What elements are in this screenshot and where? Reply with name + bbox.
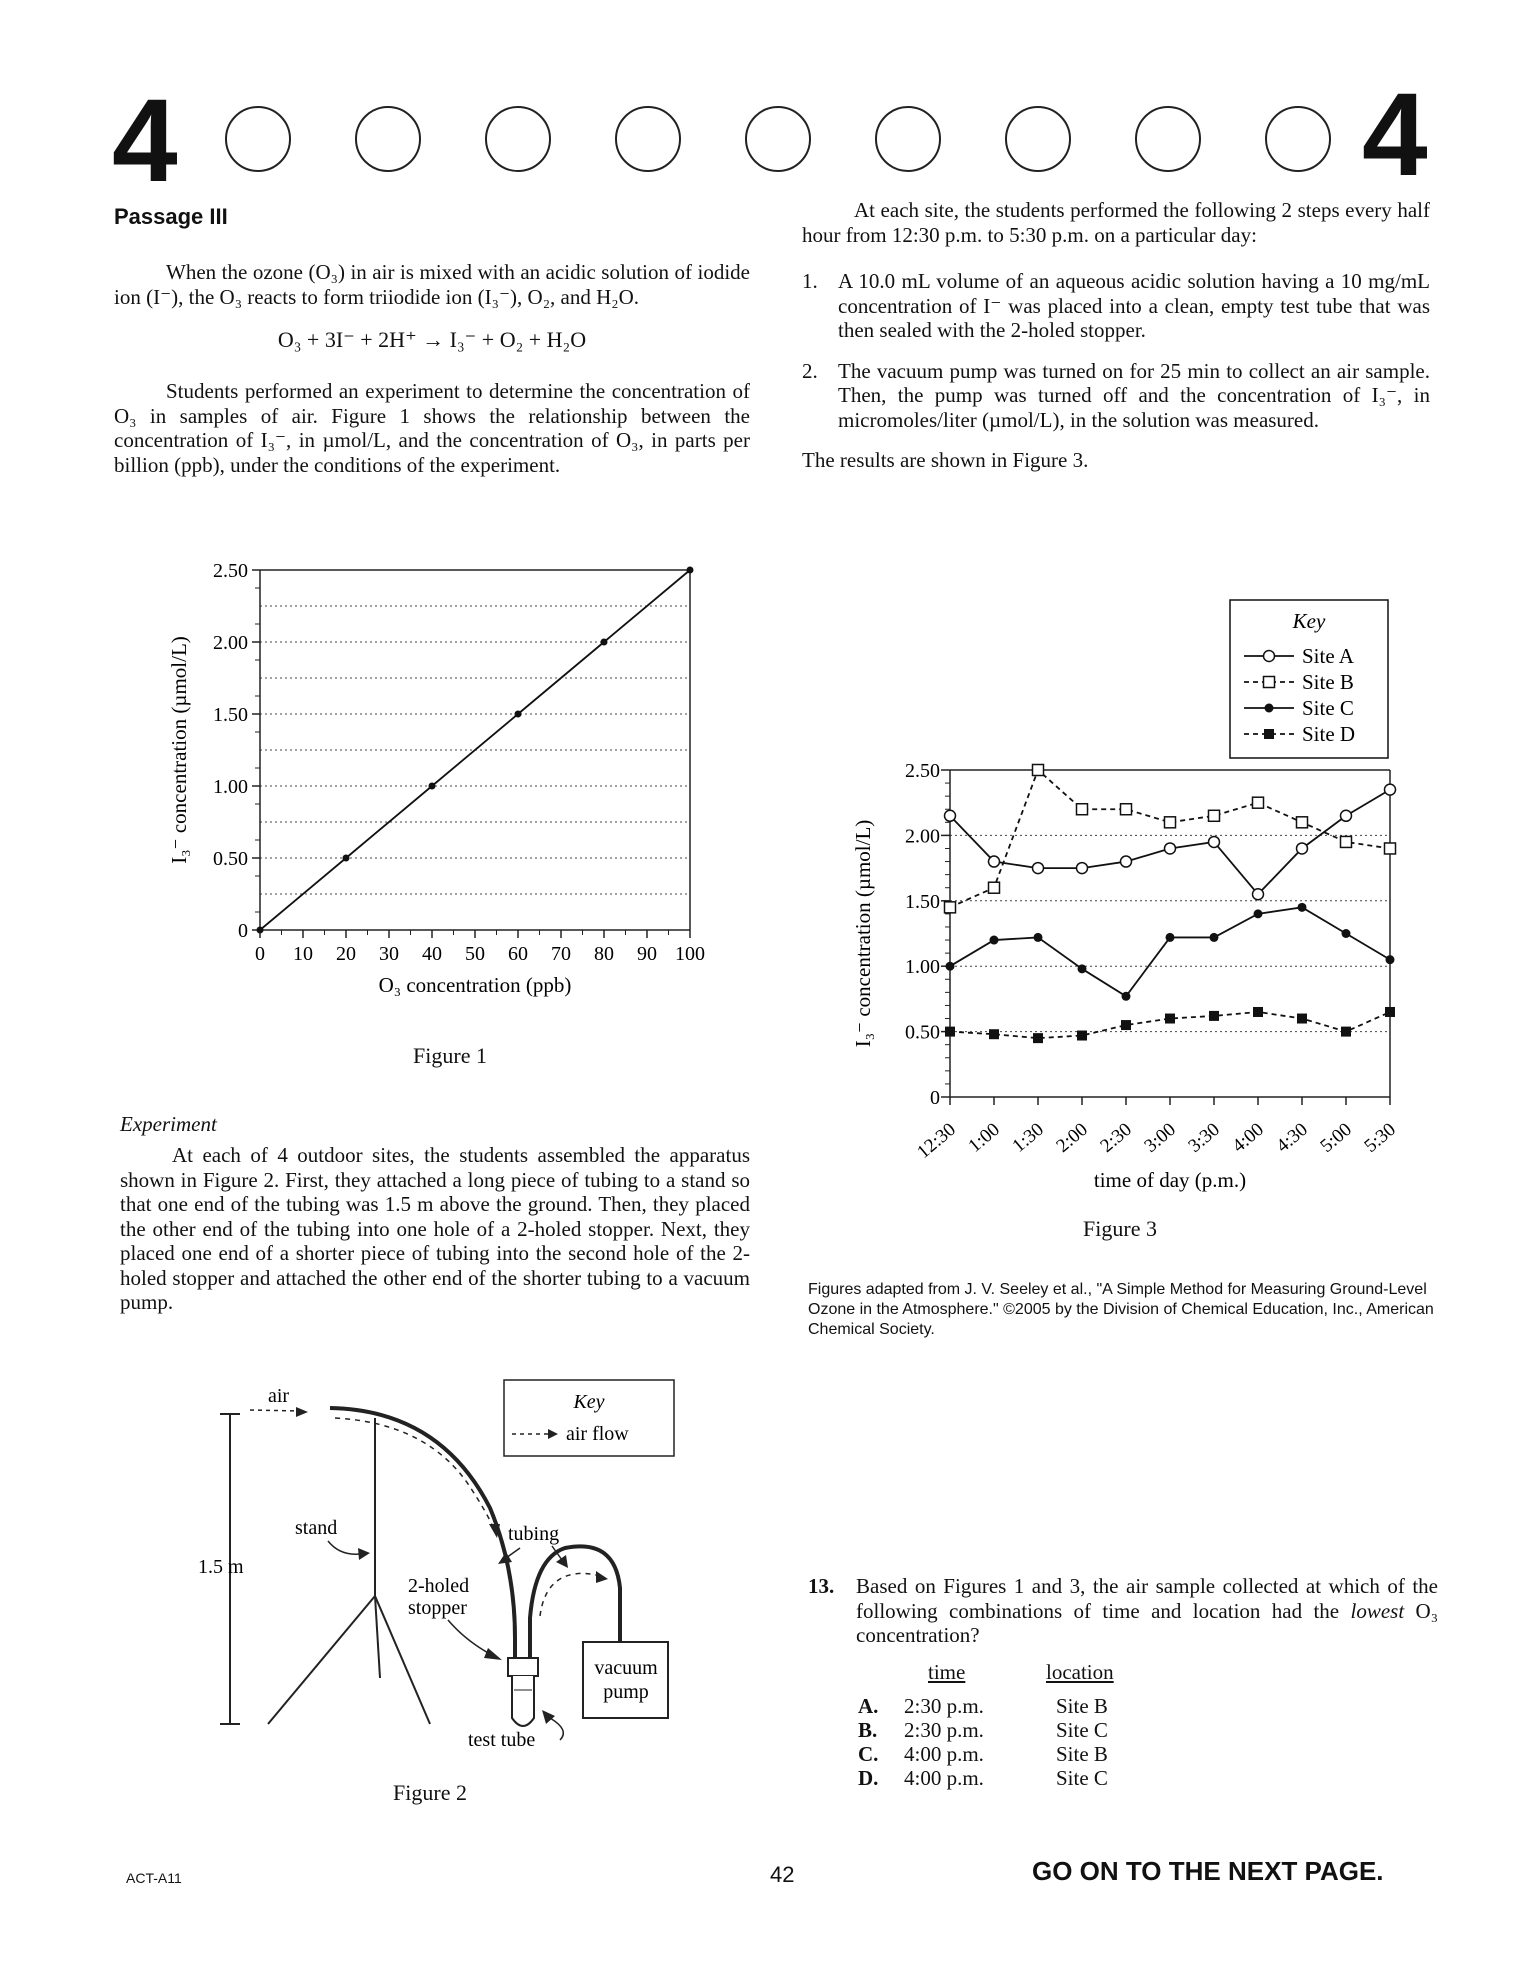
figure3-caption: Figure 3 xyxy=(1083,1216,1157,1241)
fig3-point xyxy=(1121,856,1132,867)
fig3-point xyxy=(1165,1014,1175,1024)
fig3-series-site-b xyxy=(945,765,1396,913)
reaction-equation: O₃ + 3I⁻ + 2H⁺ → I₃⁻ + O₂ + H₂O xyxy=(277,327,587,352)
fig1-y-tick-label: 1.00 xyxy=(213,776,248,798)
fig3-x-tick-label: 3:30 xyxy=(1184,1119,1224,1157)
option-letter: A. xyxy=(858,1693,879,1718)
fig3-point xyxy=(1385,843,1396,854)
option-time: 4:00 p.m. xyxy=(904,1765,984,1790)
fig3-point xyxy=(945,1027,955,1037)
figure2-caption: Figure 2 xyxy=(393,1780,467,1805)
fig3-point xyxy=(1077,804,1088,815)
fig3-y-tick-label: 0.50 xyxy=(905,1021,940,1044)
fig2-key-item: air flow xyxy=(566,1423,629,1445)
fig3-point xyxy=(1210,933,1219,942)
stand-label: stand xyxy=(295,1517,338,1539)
test-tube-label: test tube xyxy=(468,1729,536,1751)
fig1-point xyxy=(343,855,350,862)
tubing-label: tubing xyxy=(508,1523,560,1545)
fig3-x-label: time of day (p.m.) xyxy=(1093,1168,1247,1192)
fig3-point xyxy=(1077,863,1088,874)
fig3-point xyxy=(1341,810,1352,821)
fig3-key-label: Site B xyxy=(1302,670,1354,694)
fig3-point xyxy=(989,1029,999,1039)
form-code: ACT-A11 xyxy=(126,1870,182,1886)
fig1-y-tick-label: 1.50 xyxy=(213,704,248,726)
fig1-x-tick-label: 70 xyxy=(551,943,571,965)
experiment-heading: Experiment xyxy=(120,1112,217,1136)
fig3-point xyxy=(945,902,956,913)
column-location: location xyxy=(1046,1659,1114,1684)
option-time: 2:30 p.m. xyxy=(904,1693,984,1718)
fig1-x-tick-label: 50 xyxy=(465,943,485,965)
fig1-x-label: O₃ concentration (ppb) xyxy=(378,973,572,997)
fig3-x-tick-label: 5:00 xyxy=(1316,1119,1356,1157)
fig1-y-tick-label: 2.00 xyxy=(213,632,248,654)
fig3-x-tick-label: 3:00 xyxy=(1140,1119,1180,1157)
option-location: Site B xyxy=(1056,1693,1108,1718)
option-letter: C. xyxy=(858,1741,879,1766)
fig3-point xyxy=(1297,843,1308,854)
fig3-point xyxy=(989,882,1000,893)
fig1-x-tick-label: 30 xyxy=(379,943,399,965)
fig3-series-site-d xyxy=(945,1007,1395,1043)
fig3-y-tick-label: 1.00 xyxy=(905,956,940,979)
experiment-text: At each of 4 outdoor sites, the students assembled the apparatus shown in Figure 2. First, they attached a long piece of tubing to a stand so that one end of the tubing was 1.5 m above the ground. Then, they placed the other end of the tubing into one hole of a 2-holed stopper. Next, they placed one end of a shorter piece of tubing into the second hole of the 2-holed stopper and attached the other end of the shorter tubing to a vacuum pump. xyxy=(120,1143,750,1314)
answer-bubble xyxy=(615,106,681,172)
fig3-y-tick-label: 1.50 xyxy=(905,890,940,913)
height-label: 1.5 m xyxy=(198,1556,244,1578)
option-time: 2:30 p.m. xyxy=(904,1717,984,1742)
fig3-point xyxy=(1034,933,1043,942)
answer-bubble xyxy=(745,106,811,172)
fig3-series-line xyxy=(950,770,1390,907)
fig3-point xyxy=(1121,804,1132,815)
fig1-x-tick-label: 100 xyxy=(675,943,705,965)
fig3-key-label: Site C xyxy=(1302,696,1354,720)
answer-bubble xyxy=(225,106,291,172)
fig3-point xyxy=(1386,955,1395,964)
fig1-point xyxy=(687,567,694,574)
fig3-point xyxy=(1033,1033,1043,1043)
question-stem: Based on Figures 1 and 3, the air sample collected at which of the following combinations of time and location had the lowest O₃ concentration? xyxy=(856,1574,1439,1647)
fig3-x-tick-label: 1:30 xyxy=(1008,1119,1048,1157)
fig1-x-tick-label: 0 xyxy=(255,943,265,965)
fig1-point xyxy=(257,927,264,934)
procedure-steps xyxy=(802,269,1430,432)
option-letter: B. xyxy=(858,1717,878,1742)
fig3-point xyxy=(990,936,999,945)
fig3-key-marker xyxy=(1264,651,1275,662)
fig3-point xyxy=(945,810,956,821)
fig3-point xyxy=(1077,1031,1087,1041)
stopper-label-1: 2-holed xyxy=(408,1575,470,1597)
fig3-key-label: Site D xyxy=(1302,722,1356,746)
fig3-point xyxy=(1297,1014,1307,1024)
figure2-apparatus xyxy=(190,1378,690,1758)
fig3-key-marker xyxy=(1265,704,1274,713)
fig3-point xyxy=(1385,1007,1395,1017)
page-number-left: 4 xyxy=(112,75,178,207)
column-time: time xyxy=(928,1659,966,1684)
answer-bubble xyxy=(485,106,551,172)
go-on-next-page: GO ON TO THE NEXT PAGE. xyxy=(1032,1856,1384,1886)
fig3-key-label: Site A xyxy=(1302,644,1354,668)
fig3-point xyxy=(1165,817,1176,828)
option-time: 4:00 p.m. xyxy=(904,1741,984,1766)
fig3-point xyxy=(1253,889,1264,900)
option-letter: D. xyxy=(858,1765,879,1790)
fig3-x-tick-label: 5:30 xyxy=(1360,1119,1400,1157)
question-number: 13. xyxy=(808,1574,835,1598)
fig1-y-tick-label: 0.50 xyxy=(213,848,248,870)
fig3-point xyxy=(1341,836,1352,847)
procedure-intro: At each site, the students performed the following 2 steps every half hour from 12:30 p.m. to 5:30 p.m. on a particular day: xyxy=(802,198,1430,247)
fig3-point xyxy=(1298,903,1307,912)
fig3-point xyxy=(989,856,1000,867)
fig1-x-tick-label: 10 xyxy=(293,943,313,965)
fig3-x-tick-label: 1:00 xyxy=(964,1119,1004,1157)
fig3-point xyxy=(1341,1027,1351,1037)
fig3-point xyxy=(1209,810,1220,821)
option-location: Site B xyxy=(1056,1741,1108,1766)
fig3-x-tick-label: 2:30 xyxy=(1096,1119,1136,1157)
fig3-point xyxy=(1209,836,1220,847)
passage-intro: When the ozone (O₃) in air is mixed with an acidic solution of iodide ion (I⁻), the O₃ reacts to form triiodide ion (I₃⁻), O₂, and H₂O. xyxy=(114,260,750,309)
stopper-label-2: stopper xyxy=(408,1597,467,1619)
fig3-point xyxy=(1342,929,1351,938)
fig1-point xyxy=(515,711,522,718)
pump-label-1: vacuum xyxy=(594,1657,658,1679)
fig3-x-tick-label: 12:30 xyxy=(913,1119,960,1163)
fig2-key-title: Key xyxy=(573,1391,605,1413)
fig3-point xyxy=(1033,863,1044,874)
fig3-x-tick-label: 4:30 xyxy=(1272,1119,1312,1157)
answer-bubble xyxy=(1265,106,1331,172)
fig3-series-line xyxy=(950,790,1390,895)
fig3-series-site-c xyxy=(946,903,1395,1001)
fig3-point xyxy=(1166,933,1175,942)
pump-label-2: pump xyxy=(603,1681,649,1703)
fig3-point xyxy=(1297,817,1308,828)
fig3-point xyxy=(1033,765,1044,776)
figure1-chart xyxy=(150,555,720,1065)
fig1-x-tick-label: 60 xyxy=(508,943,528,965)
answer-bubble xyxy=(355,106,421,172)
fig3-point xyxy=(1385,784,1396,795)
fig1-point xyxy=(601,639,608,646)
step-2: 2. The vacuum pump was turned on for 25 min to collect an air sample. Then, the pump was turned off and the concentration of I₃⁻, in micromoles/liter (µmol/L), in the solution was measured. xyxy=(802,358,1430,432)
fig1-x-tick-label: 90 xyxy=(637,943,657,965)
fig3-point xyxy=(1165,843,1176,854)
fig3-point xyxy=(1078,964,1087,973)
fig3-y-tick-label: 0 xyxy=(930,1087,940,1109)
fig1-y-tick-label: 0 xyxy=(238,920,248,942)
fig3-series-line xyxy=(950,907,1390,996)
fig1-point xyxy=(429,783,436,790)
option-location: Site C xyxy=(1056,1717,1108,1742)
fig3-series-site-a xyxy=(945,784,1396,900)
option-location: Site C xyxy=(1056,1765,1108,1790)
answer-bubble xyxy=(1135,106,1201,172)
fig3-point xyxy=(946,962,955,971)
fig3-point xyxy=(1122,992,1131,1001)
fig3-key-title: Key xyxy=(1292,609,1326,633)
fig3-key-marker xyxy=(1264,729,1274,739)
figure3-chart xyxy=(830,595,1440,1195)
fig1-y-label: I₃⁻ concentration (µmol/L) xyxy=(167,636,191,864)
fig3-y-tick-label: 2.50 xyxy=(905,760,940,782)
fig1-x-tick-label: 40 xyxy=(422,943,442,965)
air-label: air xyxy=(268,1385,290,1407)
fig3-point xyxy=(1121,1020,1131,1030)
fig3-x-tick-label: 4:00 xyxy=(1228,1119,1268,1157)
answer-bubble xyxy=(875,106,941,172)
figure-credit: Figures adapted from J. V. Seeley et al., "A Simple Method for Measuring Ground-Level Ozone in the Atmosphere." ©2005 by the Division of Chemical Education, Inc., American Chemical Society. xyxy=(808,1281,1434,1338)
footer-page-number: 42 xyxy=(770,1862,795,1887)
fig3-x-tick-label: 2:00 xyxy=(1052,1119,1092,1157)
fig3-point xyxy=(1209,1011,1219,1021)
passage-para2: Students performed an experiment to determine the concentration of O₃ in samples of air. Figure 1 shows the relationship between the concentration of I₃⁻, in µmol/L, and the concentration of O₃, in parts per billion (ppb), under the conditions of the experiment. xyxy=(114,379,750,477)
fig3-y-tick-label: 2.00 xyxy=(905,825,940,848)
fig3-point xyxy=(1253,1007,1263,1017)
answer-bubble xyxy=(1005,106,1071,172)
passage-title: Passage III xyxy=(114,204,228,229)
fig1-x-tick-label: 80 xyxy=(594,943,614,965)
fig1-x-tick-label: 20 xyxy=(336,943,356,965)
page-number-right: 4 xyxy=(1362,69,1428,201)
step-1: 1. A 10.0 mL volume of an aqueous acidic solution having a 10 mg/mL concentration of I⁻ was placed into a clean, empty test tube that was then sealed with the 2-holed stopper. xyxy=(802,269,1430,342)
results-line: The results are shown in Figure 3. xyxy=(802,448,1089,472)
fig3-key-marker xyxy=(1264,677,1275,688)
fig3-point xyxy=(1254,909,1263,918)
fig3-y-label: I₃⁻ concentration (µmol/L) xyxy=(851,819,875,1048)
figure1-caption: Figure 1 xyxy=(413,1043,487,1068)
fig1-y-tick-label: 2.50 xyxy=(213,560,248,582)
answer-options xyxy=(808,1660,1438,1820)
fig3-point xyxy=(1253,797,1264,808)
